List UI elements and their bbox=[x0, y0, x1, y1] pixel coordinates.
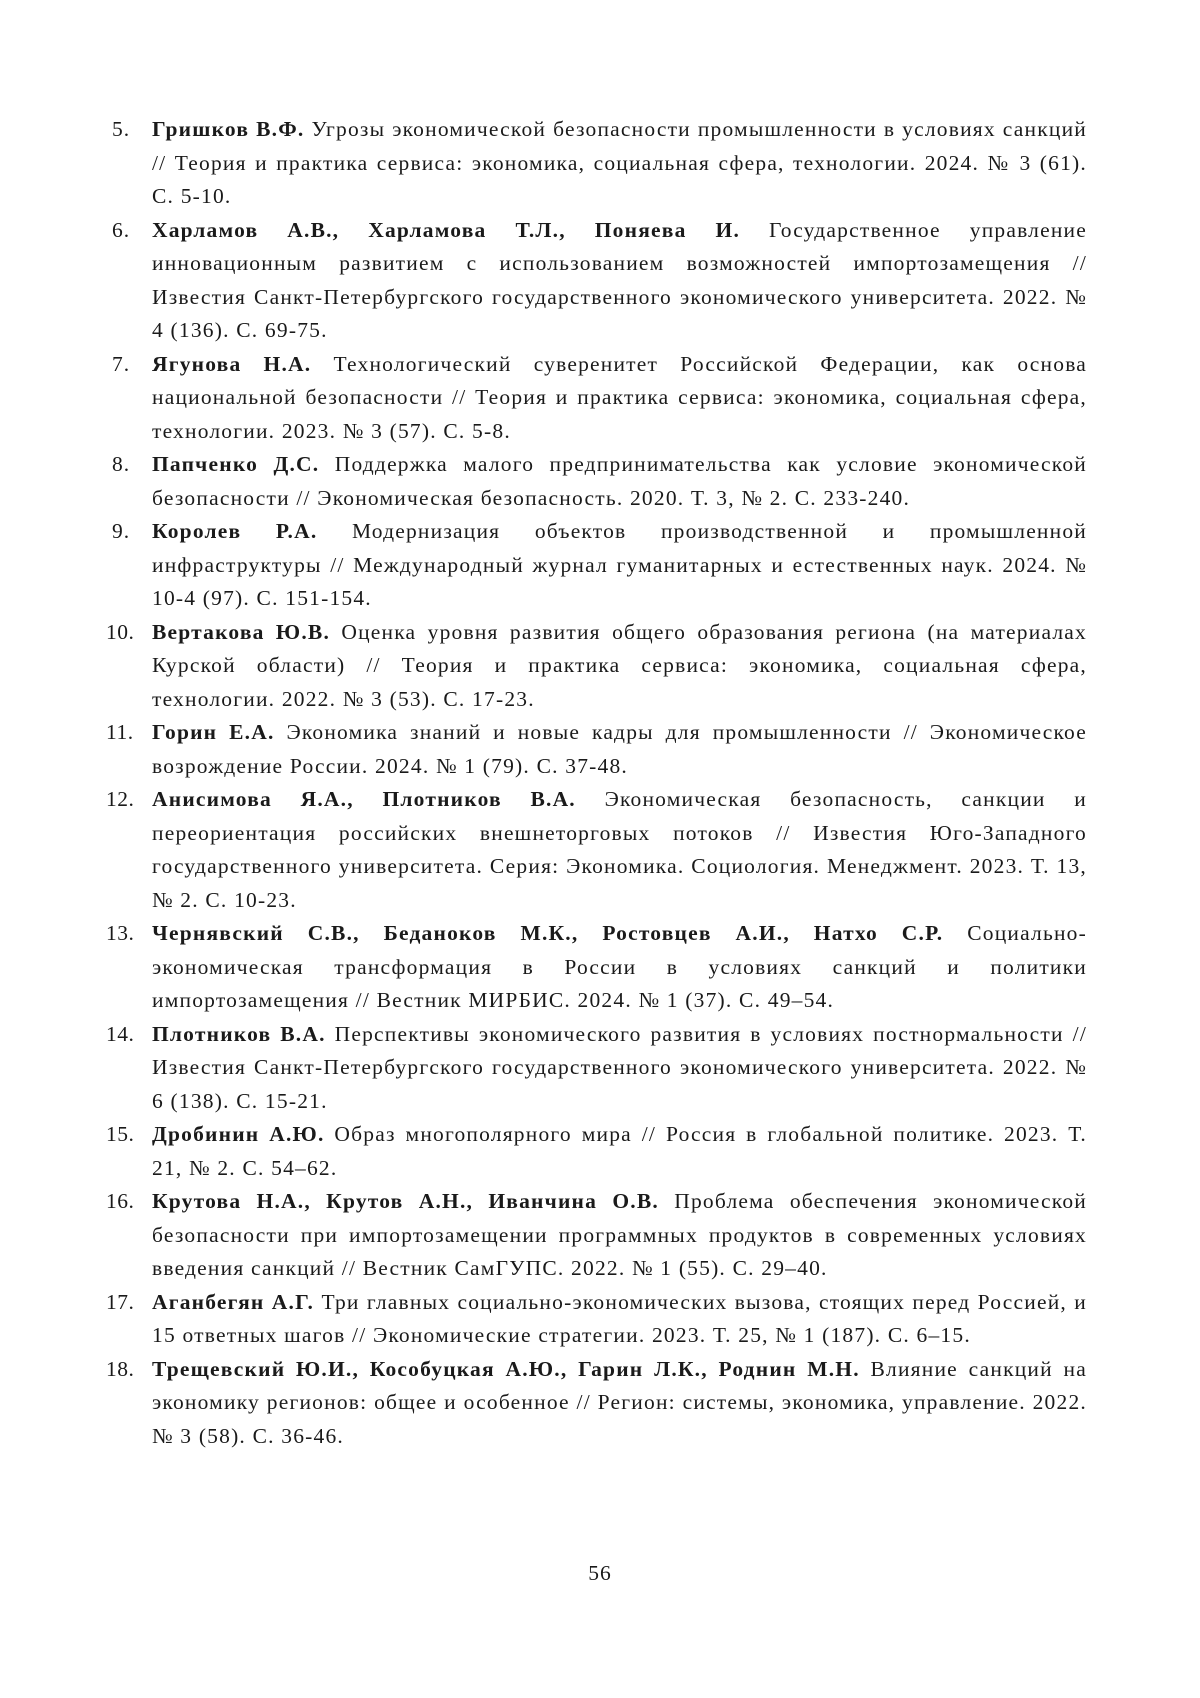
reference-number: 15. bbox=[106, 1122, 135, 1146]
reference-authors: Аганбегян А.Г. bbox=[152, 1289, 315, 1314]
reference-text: Экономическая безопасность, санкции и переориентация российских внешнеторговых потоков // Известия Юго-Западного государственного университета. Серия: Экономика. Социология. Менеджмент. 2023. Т. 13, № 2. С. 10-23. bbox=[152, 787, 1088, 912]
reference-number: 9. bbox=[112, 519, 131, 543]
reference-number: 10. bbox=[106, 619, 135, 644]
reference-text: Оценка уровня развития общего образования региона (на материалах Курской области) // Теория и практика сервиса: экономика, социальная сфера, технологии. 2022. № 3 (53). С. 17-23. bbox=[152, 619, 1087, 711]
reference-text: Три главных социально-экономических вызова, стоящих перед Россией, и 15 ответных шагов // Экономические стратегии. 2023. Т. 25, № 1 (187). С. 6–15. bbox=[152, 1289, 1088, 1347]
reference-text: Перспективы экономического развития в условиях постнормальности // Известия Санкт-Петербургского государственного экономического университета. 2022. № 6 (138). С. 15-21. bbox=[152, 1021, 1088, 1113]
reference-authors: Плотников В.А. bbox=[152, 1021, 326, 1046]
reference-text: Социально-экономическая трансформация в России в условиях санкций и политики импортозамещения // Вестник МИРБИС. 2024. № 1 (37). С. 49–54. bbox=[152, 921, 1087, 1012]
reference-text: Технологический суверенитет Российской Федерации, как основа национальной безопасности // Теория и практика сервиса: экономика, социальная сфера, технологии. 2023. № 3 (57). С. 5-8. bbox=[152, 351, 1088, 443]
reference-item bbox=[106, 616, 1087, 717]
reference-authors: Вертакова Ю.В. bbox=[152, 619, 331, 644]
page-number: 56 bbox=[588, 1561, 612, 1585]
reference-item bbox=[106, 1286, 1088, 1353]
reference-authors: Дробинин А.Ю. bbox=[152, 1122, 325, 1146]
reference-item bbox=[112, 515, 1087, 616]
reference-authors: Анисимова Я.А., Плотников В.А. bbox=[152, 787, 576, 811]
reference-authors: Ягунова Н.А. bbox=[152, 351, 312, 376]
reference-number: 12. bbox=[106, 787, 135, 811]
reference-item bbox=[112, 348, 1087, 449]
reference-authors: Папченко Д.С. bbox=[152, 452, 320, 476]
reference-authors: Трещевский Ю.И., Кособуцкая А.Ю., Гарин Л.К., Роднин М.Н. bbox=[152, 1356, 860, 1381]
reference-text: Угрозы экономической безопасности промышленности в условиях санкций // Теория и практика сервиса: экономика, социальная сфера, технологии. 2024. № 3 (61). С. 5-10. bbox=[152, 117, 1087, 208]
reference-item bbox=[112, 113, 1087, 214]
reference-item bbox=[106, 1118, 1087, 1185]
reference-text: Поддержка малого предпринимательства как условие экономической безопасности // Экономическая безопасность. 2020. Т. 3, № 2. С. 233-240. bbox=[152, 452, 1088, 510]
reference-item bbox=[106, 1018, 1088, 1119]
reference-number: 13. bbox=[106, 921, 135, 945]
reference-authors: Крутова Н.А., Крутов А.Н., Иванчина О.В. bbox=[152, 1189, 659, 1213]
reference-number: 7. bbox=[112, 351, 131, 376]
reference-text: Проблема обеспечения экономической безопасности при импортозамещении программных продуктов в современных условиях введения санкций // Вестник СамГУПС. 2022. № 1 (55). С. 29–40. bbox=[152, 1189, 1088, 1280]
reference-item bbox=[106, 1185, 1088, 1286]
reference-item bbox=[106, 716, 1087, 783]
reference-number: 11. bbox=[106, 720, 134, 744]
reference-text: Государственное управление инновационным развитием с использованием возможностей импортозамещения // Известия Санкт-Петербургского государственного экономического университета. 2022. № 4 (136). С. 69-75. bbox=[152, 217, 1087, 342]
reference-item bbox=[112, 448, 1087, 515]
reference-number: 8. bbox=[112, 452, 131, 476]
reference-number: 5. bbox=[112, 117, 131, 141]
reference-list bbox=[106, 113, 1088, 1453]
reference-text: Модернизация объектов производственной и промышленной инфраструктуры // Международный журнал гуманитарных и естественных наук. 2024. № 10-4 (97). С. 151-154. bbox=[152, 519, 1087, 610]
reference-authors: Харламов А.В., Харламова Т.Л., Поняева И. bbox=[152, 217, 741, 242]
reference-authors: Чернявский С.В., Беданоков М.К., Ростовцев А.И., Натхо С.Р. bbox=[152, 921, 944, 945]
reference-number: 17. bbox=[106, 1289, 135, 1314]
reference-authors: Гришков В.Ф. bbox=[152, 117, 305, 141]
reference-number: 6. bbox=[112, 217, 131, 242]
reference-number: 16. bbox=[106, 1189, 135, 1213]
reference-item bbox=[112, 214, 1087, 348]
reference-text: Влияние санкций на экономику регионов: общее и особенное // Регион: системы, экономика, управление. 2022. № 3 (58). С. 36-46. bbox=[152, 1356, 1087, 1448]
reference-item bbox=[106, 783, 1088, 917]
reference-authors: Горин Е.А. bbox=[152, 720, 275, 744]
reference-number: 18. bbox=[106, 1356, 135, 1381]
reference-number: 14. bbox=[106, 1021, 135, 1046]
reference-item bbox=[106, 1353, 1087, 1454]
reference-text: Образ многополярного мира // Россия в глобальной политике. 2023. Т. 21, № 2. С. 54–62. bbox=[152, 1122, 1087, 1180]
reference-authors: Королев Р.А. bbox=[152, 519, 318, 543]
reference-text: Экономика знаний и новые кадры для промышленности // Экономическое возрождение России. 2024. № 1 (79). С. 37-48. bbox=[152, 720, 1087, 778]
reference-item bbox=[106, 917, 1087, 1018]
